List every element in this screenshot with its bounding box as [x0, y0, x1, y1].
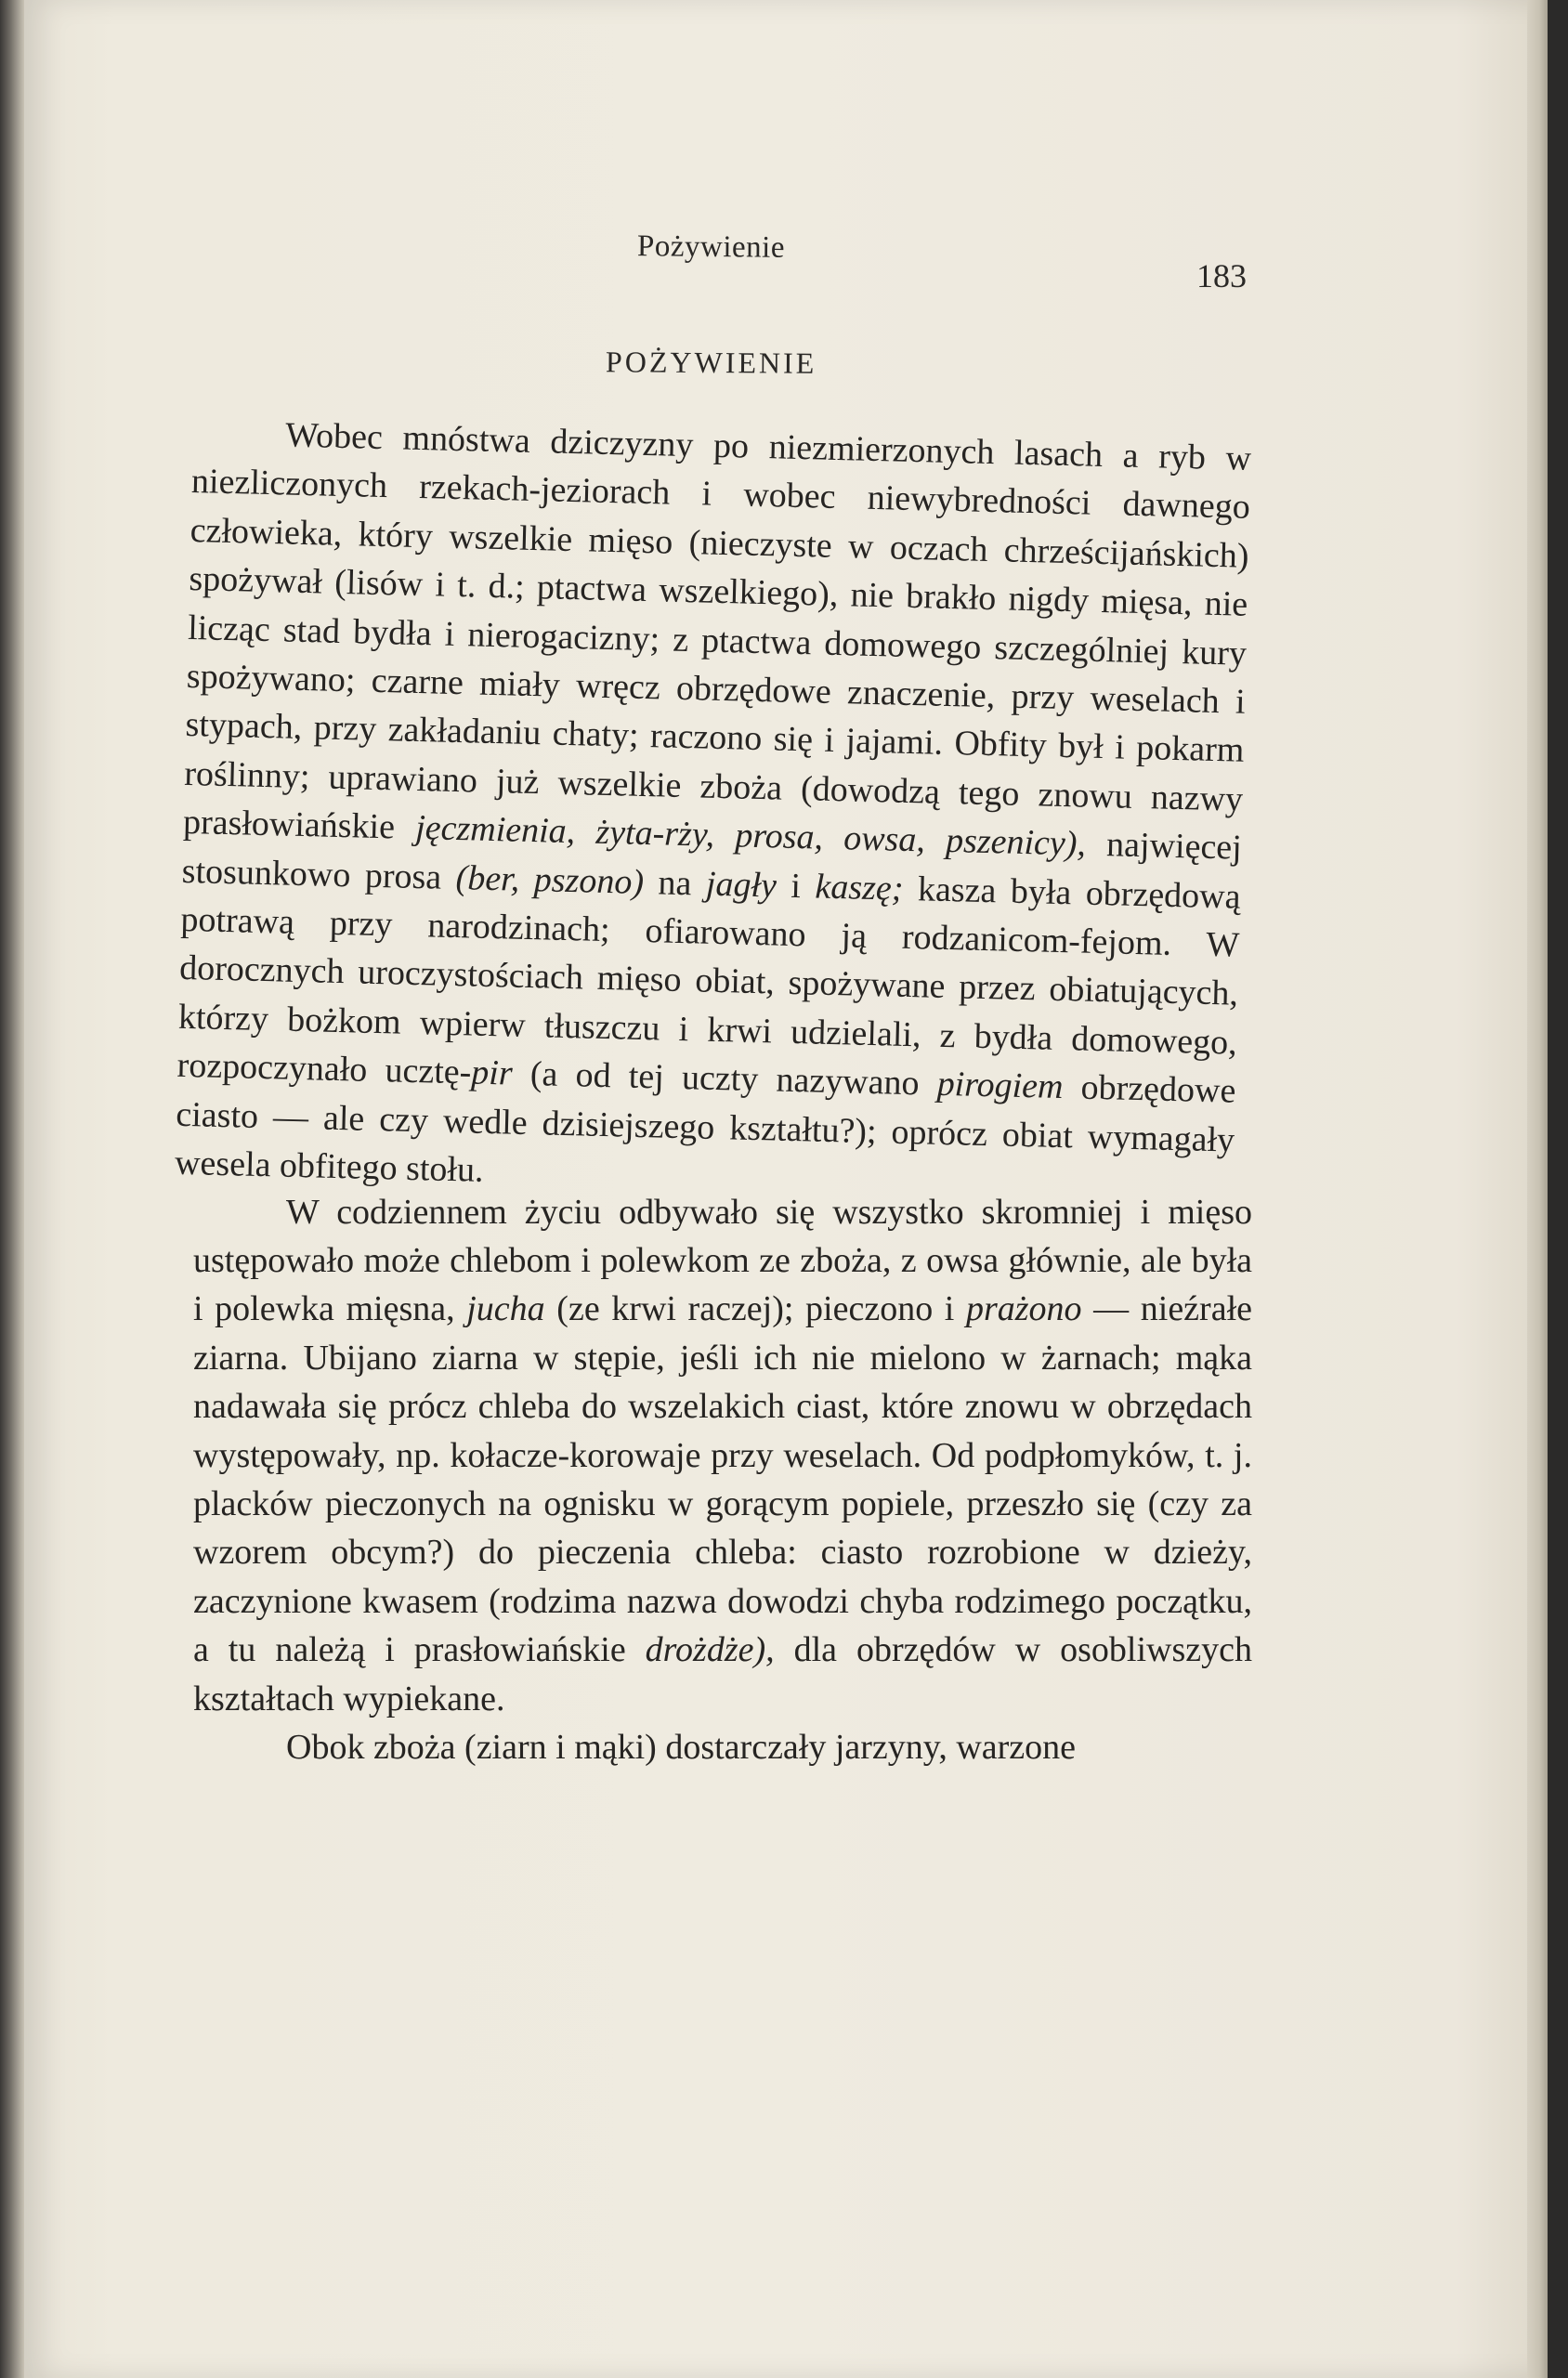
paragraph-3: [193, 1723, 1252, 1771]
italic-term: kaszę;: [815, 867, 905, 908]
running-head: Pożywienie: [636, 229, 786, 265]
text-run: W codziennem życiu odbywało się wszystko skromniej i mięso ustępowało może chlebom i polewkom ze zboża, z owsa głównie, ale była i polewka mięsna,: [193, 1192, 1252, 1329]
book-page: [24, 0, 1548, 2378]
text-run: i: [776, 866, 817, 907]
text-run: — nieźrałe ziarna. Ubijano ziarna w stępie, jeśli ich nie mielono w żarnach; mąka nadawała się prócz chleba do wszelakich ciast, które znowu w obrzędach występowały, np. kołacze-korowaje przy weselach. Od podpłomyków, t. j. placków pieczonych na ognisku w gorącym popiele, przeszło się (czy za wzorem obcym?) do pieczenia chleba: ciasto rozrobione w dzieży, zaczynione kwasem (rodzima nazwa dowodzi chyba rodzimego początku, a tu należą i prasłowiańskie: [193, 1289, 1252, 1670]
text-run: na: [643, 862, 707, 904]
text-run: obrzędowe ciasto — ale czy wedle dzisiejszego kształtu?); oprócz obiat wymagały wesela obfitego stołu.: [174, 1067, 1236, 1190]
body-text: [174, 409, 1252, 1771]
paragraph-2: [193, 1188, 1252, 1723]
page-edge: [1527, 0, 1548, 2378]
text-run: dla obrzędów w osobliwszych kształtach wypiekane.: [193, 1630, 1252, 1718]
book-spine-shadow: [0, 0, 24, 2378]
italic-term: jucha: [466, 1289, 545, 1329]
chapter-title: POŻYWIENIE: [605, 345, 817, 380]
text-run: (a od tej uczty nazywano: [512, 1053, 938, 1104]
italic-term: pir: [470, 1052, 514, 1093]
italic-term: (ber, pszono): [455, 857, 645, 902]
paragraph-1: [175, 409, 1252, 1213]
text-run: kasza była obrzędową potrawą przy narodzinach; ofiarowano ją rodzanicom-fejom. W dorocznych uroczystościach mięso obiat, spożywane przez obiatujących, którzy bożkom wpierw tłuszczu i krwi udzielali, z bydła domowego, rozpoczynało ucztę-: [176, 869, 1242, 1092]
italic-term: pirogiem: [936, 1065, 1065, 1107]
italic-term: jęczmienia, żyta-rży, prosa, owsa, pszenicy),: [414, 808, 1087, 864]
text-run: Obok zboża (ziarn i mąki) dostarczały jarzyny, warzone: [286, 1727, 1077, 1767]
italic-term: drożdże),: [645, 1630, 775, 1670]
italic-term: jagły: [705, 864, 777, 906]
text-run: najwięcej stosunkowo prosa: [181, 824, 1243, 897]
italic-term: prażono: [965, 1289, 1082, 1329]
text-run: (ze krwi raczej); pieczono i: [544, 1289, 966, 1329]
page-number: 183: [1196, 257, 1247, 294]
text-run: Wobec mnóstwa dziczyzny po niezmierzonych lasach a ryb w niezliczonych rzekach-jeziorach i wobec niewybredności dawnego człowieka, który wszelkie mięso (nieczyste w oczach chrześcijańskich) spożywał (lisów i t. d.; ptactwa wszelkiego), nie brakło nigdy mięsa, nie licząc stad bydła i nierogacizny; z ptactwa domowego szczególniej kury spożywano; czarne miały wręcz obrzędowe znaczenie, przy weselach i stypach, przy zakładaniu chaty; raczono się i jajami. Obfity był i pokarm roślinny; uprawiano już wszelkie zboża (dowodzą tego znowu nazwy prasłowiańskie: [182, 415, 1252, 848]
